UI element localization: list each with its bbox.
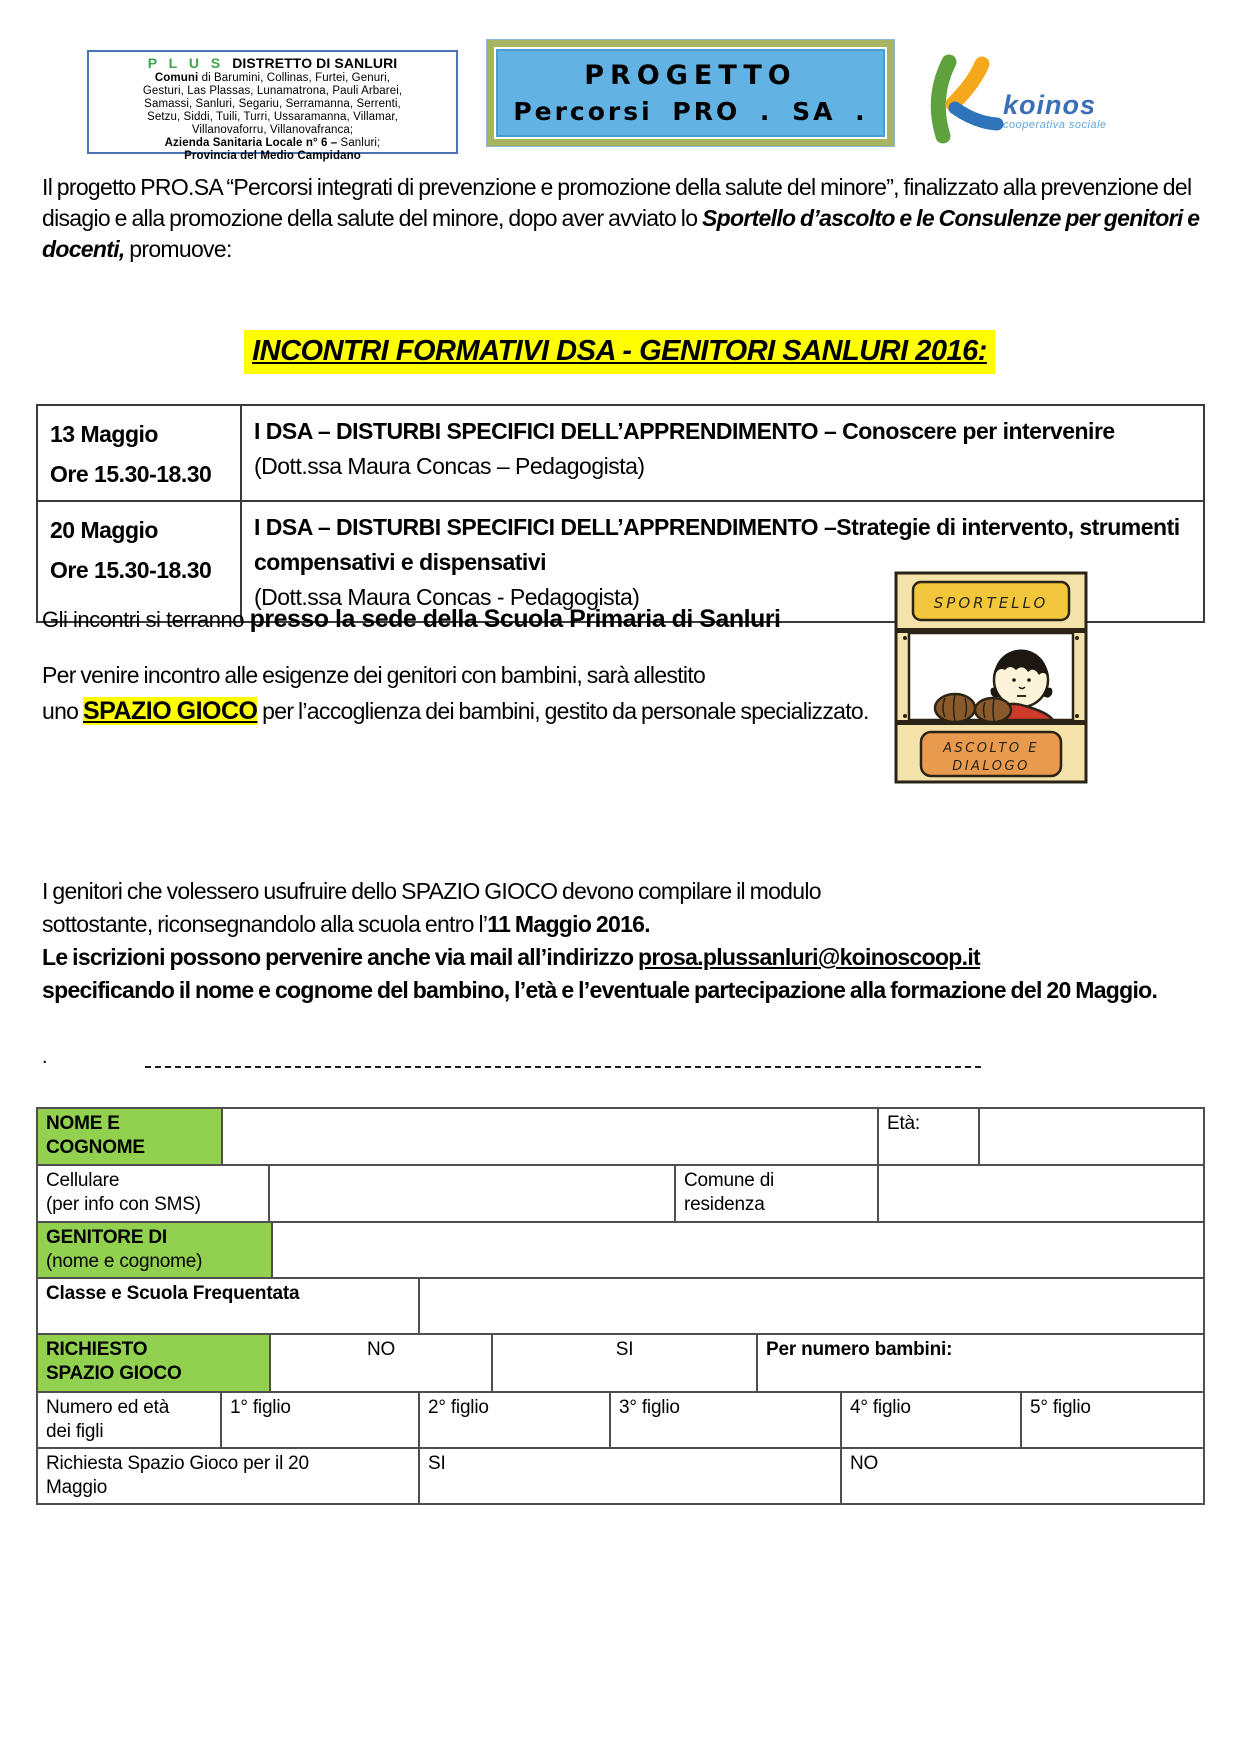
classe-label: Classe e Scuola Frequentata	[38, 1279, 420, 1333]
asl-line: Azienda Sanitaria Locale n° 6 – Sanluri;	[164, 137, 381, 149]
richiesto-no-option[interactable]: NO	[271, 1335, 493, 1391]
communes-line-5: Villanovaforru, Villanovafranca;	[191, 124, 354, 136]
project-title-inner	[496, 49, 885, 137]
intro-bold-italic: Sportello d’ascolto e le Consulenze per genitori e docenti,	[42, 205, 1200, 262]
figlio-1-field[interactable]: 1° figlio	[222, 1393, 420, 1447]
spazio-gioco-highlight: SPAZIO GIOCO	[82, 697, 258, 725]
eta-field[interactable]	[980, 1109, 1203, 1164]
nome-cognome-field[interactable]	[223, 1109, 879, 1164]
email-link[interactable]: prosa.plussanluri@koinoscoop.it	[638, 944, 980, 970]
schedule-row-13-maggio	[38, 406, 1203, 500]
schedule-date: 20 Maggio	[50, 517, 158, 543]
communes-line-3: Samassi, Sanluri, Segariu, Serramanna, Serrenti,	[144, 98, 401, 110]
cellulare-field[interactable]	[270, 1166, 676, 1221]
project-title-line1: PROGETTO	[584, 60, 797, 91]
info-paragraph	[42, 876, 1206, 1008]
schedule-date-cell	[38, 406, 242, 500]
plus-acronym: P L U S	[147, 55, 225, 71]
schedule-time: Ore 15.30-18.30	[50, 557, 212, 583]
form-row-figli	[38, 1391, 1203, 1447]
koinos-logo	[915, 52, 1150, 152]
booth-bottom-sign-line2: DIALOGO	[952, 759, 1030, 774]
schedule-time: Ore 15.30-18.30	[50, 461, 212, 487]
form-row-nome	[38, 1109, 1203, 1164]
location-line	[42, 605, 781, 634]
communes-line-1: Comuni di Barumini, Collinas, Furtei, Genuri,	[154, 72, 391, 84]
richiesto-spazio-gioco-label: RICHIESTO SPAZIO GIOCO	[38, 1335, 271, 1391]
project-title-box	[487, 40, 894, 146]
schedule-date-cell	[38, 502, 242, 621]
form-row-genitore	[38, 1221, 1203, 1277]
main-title-row	[0, 330, 1239, 374]
project-title-line2: Percorsi PRO . SA .	[513, 97, 868, 126]
numero-eta-figli-label: Numero ed età dei figli	[38, 1393, 222, 1447]
location-prefix: Gli incontri si terranno	[42, 607, 250, 632]
form-row-richiesto	[38, 1333, 1203, 1391]
richiesto-si-option[interactable]: SI	[493, 1335, 758, 1391]
cellulare-label: Cellulare (per info con SMS)	[38, 1166, 270, 1221]
koinos-name: koinos	[1003, 90, 1097, 120]
richiesta-20-maggio-label: Richiesta Spazio Gioco per il 20 Maggio	[38, 1449, 420, 1503]
form-row-richiesta-20	[38, 1447, 1203, 1503]
intro-after: promuove:	[124, 236, 232, 262]
nome-cognome-label: NOME E COGNOME	[38, 1109, 223, 1164]
koinos-subtitle: cooperativa sociale	[1003, 119, 1107, 131]
intro-paragraph	[42, 172, 1204, 265]
comune-label: Comune di residenza	[676, 1166, 879, 1221]
koinos-k-icon	[915, 52, 1005, 152]
figlio-2-field[interactable]: 2° figlio	[420, 1393, 611, 1447]
booth-bottom-sign-line1: ASCOLTO E	[943, 741, 1039, 756]
koinos-wordmark	[1003, 92, 1107, 131]
classe-field[interactable]	[420, 1279, 1203, 1333]
plus-district-box	[87, 50, 458, 162]
richiesta-20-no-option[interactable]: NO	[850, 1453, 879, 1474]
provincia-line: Provincia del Medio Campidano	[184, 150, 361, 162]
district-name: DISTRETTO DI SANLURI	[232, 55, 398, 71]
schedule-speaker: (Dott.ssa Maura Concas - Pedagogista)	[254, 584, 640, 610]
info-line-4: specificando il nome e cognome del bambino, l’età e l’eventuale partecipazione alla formazione del 20 Maggio.	[42, 977, 1158, 1003]
separator-dot: .	[42, 1046, 48, 1068]
communes-line-4: Setzu, Siddi, Tuili, Turri, Ussaramanna, Villamar,	[147, 111, 398, 123]
sportello-booth-image	[893, 570, 1089, 785]
schedule-topic: I DSA – DISTURBI SPECIFICI DELL’APPRENDIMENTO –Strategie di intervento, strumenti compensativi e dispensativi	[254, 514, 1180, 575]
eta-label: Età:	[879, 1109, 980, 1164]
schedule-speaker: (Dott.ssa Maura Concas – Pedagogista)	[254, 453, 645, 479]
communes-line-2: Gesturi, Las Plassas, Lunamatrona, Pauli Arbarei,	[142, 85, 403, 97]
figlio-3-field[interactable]: 3° figlio	[611, 1393, 842, 1447]
figlio-5-field[interactable]: 5° figlio	[1030, 1397, 1091, 1418]
figlio-4-field[interactable]: 4° figlio	[842, 1393, 1022, 1447]
genitore-field[interactable]	[273, 1223, 1203, 1277]
info-line-3: Le iscrizioni possono pervenire anche via mail all’indirizzo prosa.plussanluri@koinoscoop.it	[42, 944, 980, 970]
comune-field[interactable]	[879, 1166, 1203, 1221]
per-numero-bambini-label: Per numero bambini:	[766, 1339, 953, 1360]
location-bold: presso la sede della Scuola Primaria di Sanluri	[249, 605, 781, 633]
spazio-gioco-paragraph	[42, 660, 902, 732]
plus-district-title	[89, 55, 456, 72]
spazio-line-1: Per venire incontro alle esigenze dei genitori con bambini, sarà allestito	[42, 662, 706, 688]
spazio-line-2: uno SPAZIO GIOCO per l’accoglienza dei bambini, gestito da personale specializzato.	[42, 697, 869, 725]
registration-form-table	[36, 1107, 1205, 1505]
genitore-label: GENITORE DI (nome e cognome)	[38, 1223, 273, 1277]
lucy-booth-icon	[893, 570, 1089, 785]
info-line-1: I genitori che volessero usufruire dello SPAZIO GIOCO devono compilare il modulo	[42, 878, 821, 904]
schedule-topic: I DSA – DISTURBI SPECIFICI DELL’APPRENDIMENTO – Conoscere per intervenire	[254, 418, 1115, 444]
page-title: INCONTRI FORMATIVI DSA - GENITORI SANLURI 2016:	[244, 330, 995, 374]
booth-top-sign-text: SPORTELLO	[933, 594, 1049, 612]
separator-dashed-line	[145, 1066, 981, 1068]
form-row-cellulare	[38, 1164, 1203, 1221]
intro-text: Il progetto PRO.SA “Percorsi integrati di prevenzione e promozione della salute del minore”, finalizzato alla prevenzione del disagio e alla promozione della salute del minore, dopo aver avviato lo	[42, 174, 1192, 231]
schedule-desc-cell	[242, 406, 1203, 500]
deadline-date: 11 Maggio 2016.	[487, 911, 650, 937]
info-line-2: sottostante, riconsegnandolo alla scuola entro l’11 Maggio 2016.	[42, 911, 650, 937]
richiesta-20-si-option[interactable]: SI	[420, 1449, 842, 1503]
schedule-date: 13 Maggio	[50, 421, 158, 447]
form-row-classe	[38, 1277, 1203, 1333]
